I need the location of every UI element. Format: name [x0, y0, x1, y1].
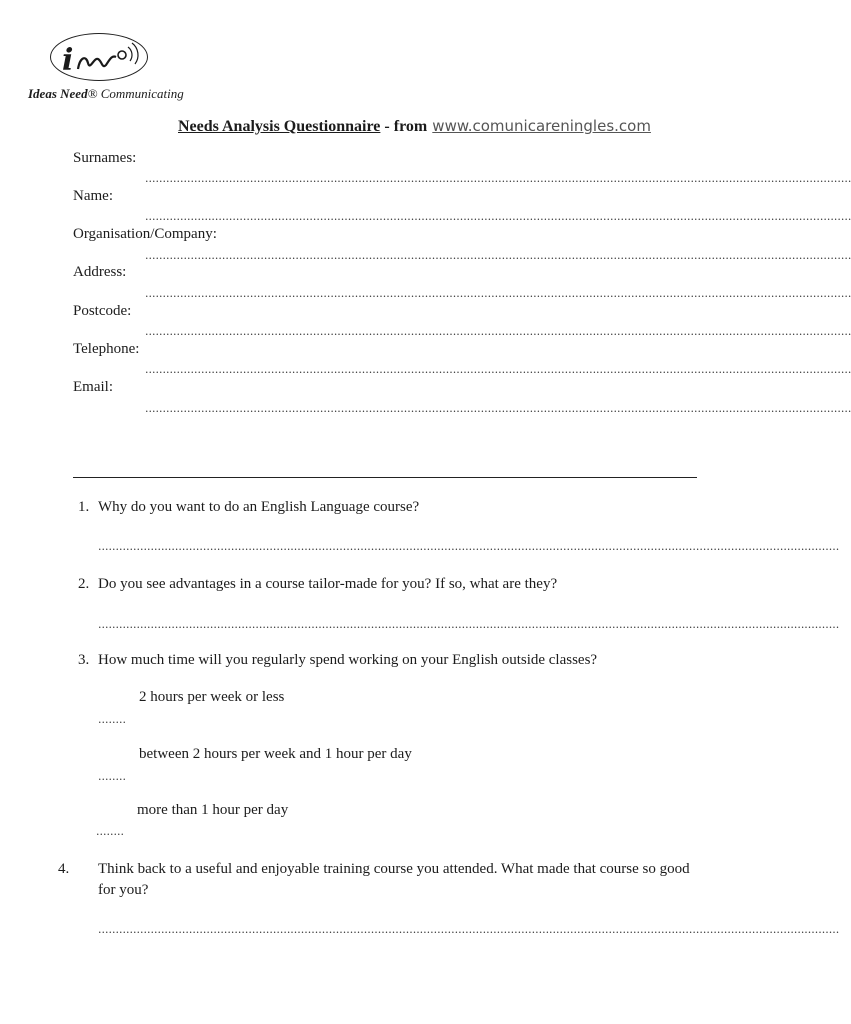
- question-1-number: 1.: [78, 499, 90, 515]
- organisation-field[interactable]: ..........................................................................................................................................................................................................: [145, 249, 851, 262]
- time-option-2: between 2 hours per week and 1 hour per day: [139, 746, 412, 762]
- postcode-label: Postcode:: [73, 303, 132, 319]
- brand-mark: ®: [87, 86, 98, 101]
- question-3-text: How much time will you regularly spend working on your English outside classes?: [98, 652, 598, 668]
- time-option-2-blank[interactable]: ........: [98, 770, 126, 783]
- brand-bold: Ideas Need: [28, 86, 88, 101]
- time-option-3-blank[interactable]: ........: [96, 825, 124, 838]
- brand-rest: Communicating: [97, 86, 184, 101]
- question-2-number: 2.: [78, 576, 90, 592]
- question-3-number: 3.: [78, 652, 90, 668]
- title-separator: -: [380, 118, 394, 135]
- ideas-need-logo-icon: [50, 33, 150, 83]
- postcode-field[interactable]: ..........................................................................................................................................................................................................: [145, 325, 851, 338]
- question-3: [78, 650, 698, 671]
- organisation-label: Organisation/Company:: [73, 226, 217, 242]
- surnames-label: Surnames:: [73, 150, 137, 166]
- page-title: [178, 116, 651, 136]
- email-field[interactable]: ..........................................................................................................................................................................................................: [145, 402, 851, 415]
- website-link[interactable]: www.comunicareningles.com: [432, 117, 651, 135]
- brand-tagline: [28, 86, 184, 102]
- address-label: Address:: [73, 264, 127, 280]
- question-2-text: Do you see advantages in a course tailor-made for you? If so, what are they?: [98, 576, 558, 592]
- time-option-1-blank[interactable]: ........: [98, 713, 126, 726]
- question-4-number: 4.: [58, 861, 70, 877]
- title-from: from: [393, 118, 428, 135]
- email-label: Email:: [73, 379, 113, 395]
- name-field[interactable]: ..........................................................................................................................................................................................................: [145, 210, 851, 223]
- question-4-answer[interactable]: ....................................................................................................................................................................................................................: [98, 923, 840, 936]
- time-option-3: more than 1 hour per day: [137, 802, 289, 818]
- telephone-label: Telephone:: [73, 341, 140, 357]
- title-text: Needs Analysis Questionnaire: [178, 118, 381, 135]
- address-field[interactable]: ..........................................................................................................................................................................................................: [145, 287, 851, 300]
- question-1-answer[interactable]: ....................................................................................................................................................................................................................: [98, 540, 840, 553]
- question-2-answer[interactable]: ....................................................................................................................................................................................................................: [98, 618, 840, 631]
- question-1-text: Why do you want to do an English Language course?: [98, 499, 420, 515]
- question-4: [58, 859, 698, 901]
- svg-text:i: i: [62, 43, 74, 78]
- telephone-field[interactable]: ..........................................................................................................................................................................................................: [145, 363, 851, 376]
- section-divider: [73, 477, 697, 478]
- surnames-field[interactable]: ..........................................................................................................................................................................................................: [145, 172, 851, 185]
- question-2: [78, 574, 698, 595]
- time-option-1: 2 hours per week or less: [139, 689, 285, 705]
- question-1: [78, 497, 698, 518]
- name-label: Name:: [73, 188, 113, 204]
- question-4-text: Think back to a useful and enjoyable training course you attended. What made that course so good for you?: [98, 861, 690, 898]
